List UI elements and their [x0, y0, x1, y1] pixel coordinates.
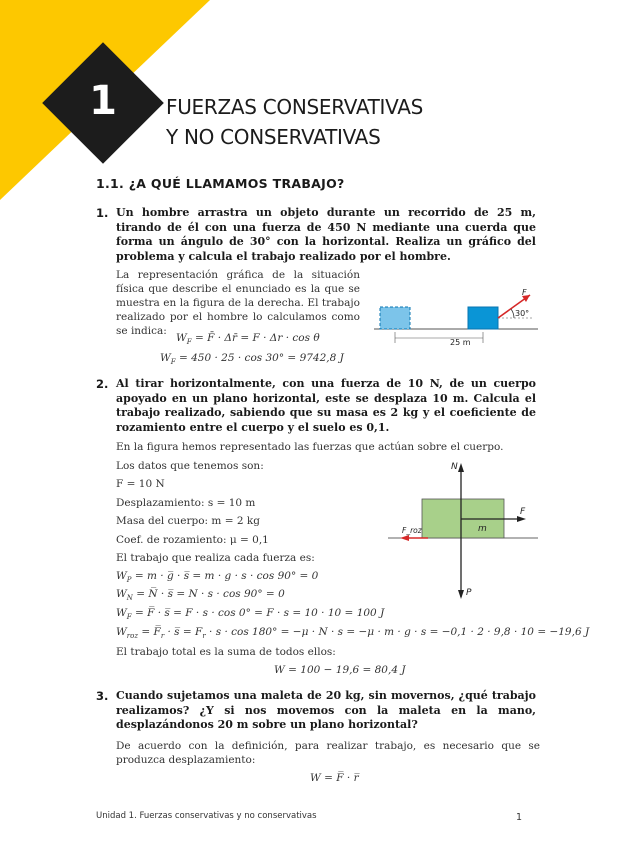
q3-answer: De acuerdo con la definición, para realizar trabajo, es necesario que se produzca desplazamiento: — [116, 740, 540, 766]
question-statement: Al tirar horizontalmente, con una fuerza de 10 N, de un cuerpo apoyado en un plano horizontal, este se desplaza 10 m. Calcula el trabajo realizado, sabiendo que su masa es 2 kg y el coeficiente de rozamiento entre el cuerpo y el suelo es 0,1. — [116, 377, 536, 434]
question-1 — [96, 206, 536, 264]
section-title: 1.1. ¿A QUÉ LLAMAMOS TRABAJO? — [96, 176, 345, 191]
friction-label: F_roz — [402, 526, 422, 535]
q2-data-friction: Coef. de rozamiento: μ = 0,1 — [116, 534, 269, 546]
normal-label: N — [451, 462, 458, 472]
q2-intro: En la figura hemos representado las fuerzas que actúan sobre el cuerpo. — [116, 441, 504, 453]
q2-data-mass: Masa del cuerpo: m = 2 kg — [116, 515, 260, 527]
force-label: F — [522, 288, 527, 297]
q2-work-friction: $W_{roz}$ = $F̅_r$ · s̅ = $F_r \cdot s \cdot \cos 180^\circ = -\mu \cdot N \cdot s = -\mu \cdot m \cdot g \cdot s = -0,1 \cdot 2 \cdot 9,8 \cdot 10 = -19,6$ J — [116, 626, 590, 641]
q2-work-intro: El trabajo que realiza cada fuerza es: — [116, 552, 315, 564]
q2-total-intro: El trabajo total es la suma de todos ellos: — [116, 646, 336, 658]
question-statement: Un hombre arrastra un objeto durante un recorrido de 25 m, tirando de él con una fuerza de 450 N mediante una cuerda que forma un ángulo de 30° con la horizontal. Realiza un gráfico del problema y calcula el trabajo realizado por el hombre. — [116, 206, 536, 263]
q1-figure — [372, 285, 542, 347]
q2-work-weight: $W_P = m$ · g̅ · s̅ = m · g · s · cos 90° = 0 — [116, 570, 319, 585]
unit-title — [166, 92, 423, 152]
q2-work-normal: $W_N$ = N̅ · s̅ = N · s · cos 90° = 0 — [116, 588, 285, 603]
q2-total-equation: W = 100 − 19,6 = 80,4 J — [274, 664, 406, 676]
mass-label: m — [478, 524, 487, 534]
start-box — [380, 307, 410, 329]
unit-title-line2: Y NO CONSERVATIVAS — [166, 125, 381, 149]
force-label: F — [520, 507, 526, 517]
q3-equation: W = F̅ · r̅ — [310, 772, 359, 784]
q1-equation-1: $W_F$ = F̄ · Δr̄ = F · Δr · cos θ — [176, 332, 320, 347]
end-box — [468, 307, 498, 329]
question-number: 2. — [96, 377, 109, 391]
weight-label: P — [466, 588, 472, 598]
footer-unit-text: Unidad 1. Fuerzas conservativas y no conservativas — [96, 811, 317, 821]
q1-answer: La representación gráfica de la situación física que describe el enunciado es la que se muestra en la figura de la derecha. El trabajo realizado por el hombre lo calculamos como se indica: — [116, 269, 360, 337]
unit-number: 1 — [89, 78, 117, 124]
q2-data-intro: Los datos que tenemos son: — [116, 460, 264, 472]
q2-data-force: F = 10 N — [116, 478, 165, 490]
q2-work-force: $W_F$ = F̅ · s̅ = F · s · cos 0° = F · s = 10 · 10 = 100 J — [116, 607, 385, 622]
q2-figure — [388, 457, 548, 603]
q1-equation-2: $W_F = 450 \cdot 25 \cdot \cos 30^\circ = 9742,8$ J — [160, 352, 344, 367]
q2-data-displacement: Desplazamiento: s = 10 m — [116, 497, 256, 509]
question-3 — [96, 689, 536, 733]
distance-label: 25 m — [450, 338, 471, 347]
question-statement: Cuando sujetamos una maleta de 20 kg, sin movernos, ¿qué trabajo realizamos? ¿Y si nos movemos con la maleta en la mano, desplazándonos 20 m sobre un plano horizontal? — [116, 689, 536, 731]
question-2 — [96, 377, 536, 435]
angle-label: 30° — [515, 309, 530, 318]
page-number: 1 — [516, 812, 523, 823]
question-number: 3. — [96, 689, 109, 703]
question-number: 1. — [96, 206, 109, 220]
unit-title-line1: FUERZAS CONSERVATIVAS — [166, 95, 424, 119]
